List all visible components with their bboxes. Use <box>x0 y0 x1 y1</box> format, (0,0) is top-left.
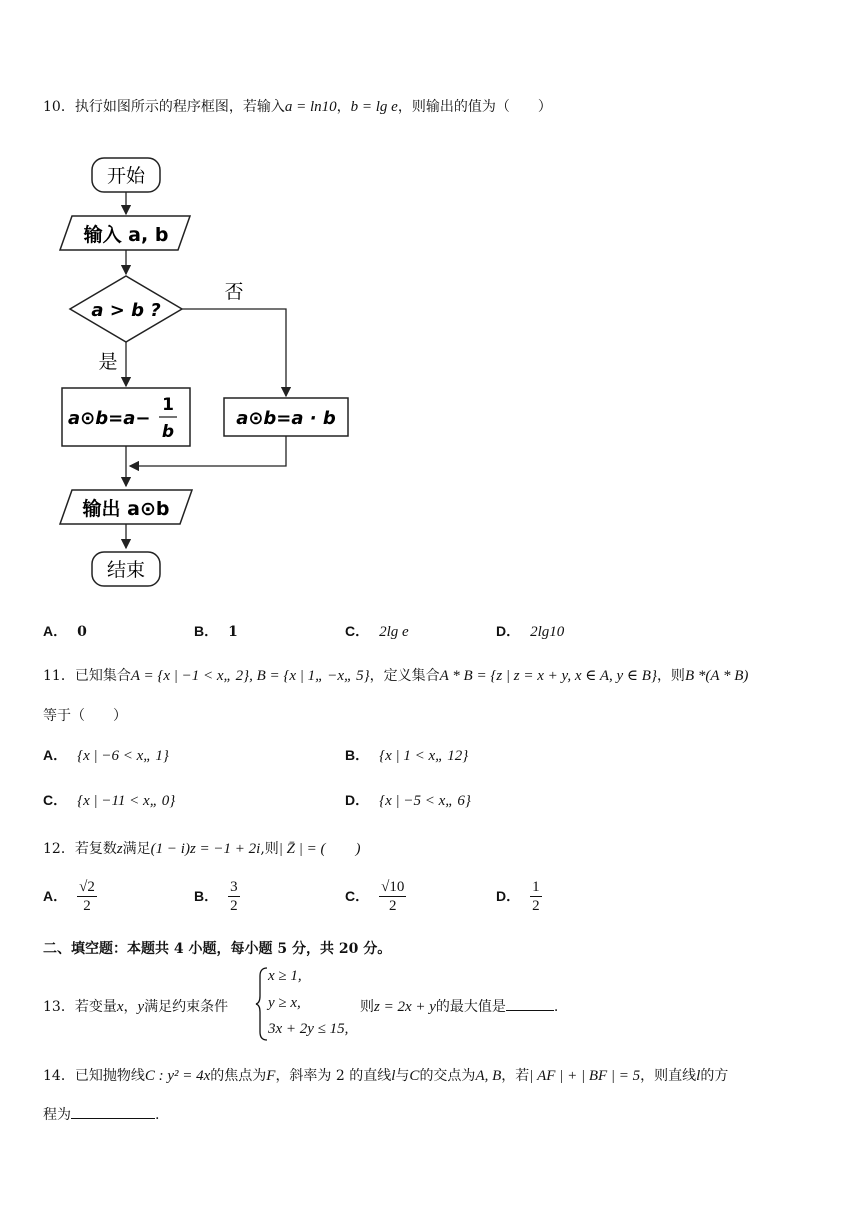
section-heading: 二、填空题：本题共 4 小题，每小题 5 分，共 20 分。 <box>43 941 392 957</box>
option-key: B． <box>194 887 219 904</box>
q12-stem <box>43 837 360 858</box>
q10-stem-text: 10．执行如图所示的程序框图，若输入 <box>43 99 285 115</box>
q11-definition: A * B = {z | z = x + y, x ∈ A, y ∈ B} <box>439 668 657 684</box>
q10-stem <box>43 96 552 116</box>
option-key: A． <box>43 747 68 763</box>
q10-b-equation: b = lg e <box>350 99 398 115</box>
q12-option-c[interactable] <box>345 878 406 915</box>
flow-output-label: 输出 a⊙b <box>82 498 170 520</box>
q14-l2: l <box>696 1068 701 1084</box>
flow-end-label: 结束 <box>106 559 146 581</box>
option-key: D． <box>496 887 521 904</box>
option-key: D． <box>496 623 521 639</box>
q12-option-a[interactable] <box>43 878 97 915</box>
q13-tail: 的最大值是 <box>435 999 506 1015</box>
q12-equation: (1 − i)z = −1 + 2i <box>150 841 261 857</box>
q10-option-c[interactable] <box>345 621 409 641</box>
q13-end: . <box>553 999 559 1015</box>
q11-stem <box>43 665 748 685</box>
q13-mid: 满足约束条件 <box>144 999 229 1015</box>
q11-option-b[interactable] <box>345 745 468 765</box>
fraction-numerator: √10 <box>381 879 405 895</box>
option-value: {x | −5 < x„ 6} <box>379 793 471 809</box>
q13-y: y <box>137 999 145 1015</box>
option-key: A． <box>43 887 68 904</box>
q13-comma: ， <box>123 999 138 1015</box>
q13-objective: z = 2x + y <box>374 999 436 1015</box>
option-key: C． <box>345 623 370 639</box>
q14-AB: A, B <box>475 1068 502 1084</box>
fraction <box>228 878 240 915</box>
q14-answer-blank[interactable] <box>71 1104 155 1119</box>
q13-brace <box>255 966 269 1042</box>
option-key: B． <box>194 623 219 639</box>
q10-a-equation: a = ln10 <box>284 99 337 115</box>
q14-F: F <box>266 1068 276 1084</box>
option-key: D． <box>345 792 370 808</box>
option-key: B． <box>345 747 370 763</box>
q11-sets: A = {x | −1 < x„ 2}, B = {x | 1„ −x„ 5} <box>130 668 370 684</box>
q14-stem <box>43 1065 728 1085</box>
q12-option-d[interactable] <box>496 878 542 915</box>
q12-option-b[interactable] <box>194 878 240 915</box>
fraction <box>77 878 97 915</box>
option-value: 2lg e <box>379 624 409 640</box>
option-value: 0 <box>77 624 87 640</box>
q10-sep: ， <box>336 99 351 115</box>
q10-tail: ，则输出的值为（ ） <box>397 99 552 115</box>
q12-z: z <box>116 841 123 857</box>
q14-p1: 的焦点为 <box>210 1068 267 1084</box>
option-key: C． <box>345 887 370 904</box>
q13-then: 则 <box>360 999 374 1015</box>
q14-condition: | AF | + | BF | = 5 <box>529 1068 641 1084</box>
q11-option-c[interactable] <box>43 790 175 810</box>
flow-yes-box-left: a⊙b=a− <box>68 408 151 429</box>
q11-mid: ，定义集合 <box>369 668 440 684</box>
option-value: {x | 1 < x„ 12} <box>379 748 469 764</box>
flow-condition-label: a > b ? <box>91 300 161 321</box>
q12-ask: ,则 <box>260 841 279 857</box>
fraction-numerator: √2 <box>79 879 95 895</box>
flow-no-label: 否 <box>224 281 244 303</box>
q10-option-b[interactable] <box>194 621 238 641</box>
option-value: 1 <box>228 624 238 640</box>
q13-constraint-2: y ≥ x, <box>268 995 301 1011</box>
q11-stem-text: 11．已知集合 <box>43 668 131 684</box>
flow-input-label: 输入 a, b <box>83 224 169 246</box>
fraction-denominator: 2 <box>83 898 91 914</box>
q10-option-a[interactable] <box>43 621 87 641</box>
fraction <box>530 878 542 915</box>
q14-line2-text: 程为 <box>43 1107 71 1123</box>
option-key: A． <box>43 623 68 639</box>
q14-p5: ，若 <box>501 1068 530 1084</box>
q10-option-d[interactable] <box>496 621 564 641</box>
option-value: {x | −11 < x„ 0} <box>77 793 176 809</box>
q13-constraint-3: 3x + 2y ≤ 15, <box>268 1021 349 1037</box>
q13-stem <box>43 996 228 1016</box>
q11-line2: 等于（ ） <box>43 708 127 724</box>
flow-no-box-label: a⊙b=a · b <box>236 408 336 429</box>
q12-stem-text: 12．若复数 <box>43 841 117 857</box>
option-value: 2lg10 <box>530 624 565 640</box>
q14-line2 <box>43 1104 159 1124</box>
fraction <box>379 878 406 915</box>
q14-end: . <box>155 1107 160 1123</box>
fraction-denominator: 2 <box>388 898 397 914</box>
flow-yes-label: 是 <box>98 351 118 373</box>
flow-start-label: 开始 <box>106 165 146 187</box>
option-key: C． <box>43 792 68 808</box>
fraction-denominator: 2 <box>230 898 238 914</box>
fraction-numerator: 3 <box>230 879 238 895</box>
flow-yes-box-num: 1 <box>162 395 174 415</box>
q13-stem-text: 13．若变量 <box>43 999 117 1015</box>
q10-flowchart <box>50 148 370 598</box>
q14-parabola: C : y² = 4x <box>144 1068 211 1084</box>
q14-l: l <box>391 1068 396 1084</box>
fraction-numerator: 1 <box>532 879 540 895</box>
fraction-denominator: 2 <box>532 898 540 914</box>
q13-answer-blank[interactable] <box>506 996 554 1011</box>
q13-ask <box>360 996 558 1016</box>
q11-then: ，则 <box>656 668 685 684</box>
q14-p4: 的交点为 <box>419 1068 476 1084</box>
q14-p7: 的方 <box>700 1068 729 1084</box>
option-value: {x | −6 < x„ 1} <box>77 748 169 764</box>
q13-x: x <box>116 999 124 1015</box>
q11-option-a[interactable] <box>43 745 169 765</box>
q12-abs: | Z̄ | = ( ) <box>278 841 361 857</box>
q14-p3: 与 <box>395 1068 410 1084</box>
flow-yes-box-den: b <box>161 422 175 442</box>
q12-mid: 满足 <box>122 841 151 857</box>
q14-stem-text: 14．已知抛物线 <box>43 1068 145 1084</box>
q11-expression: B *(A * B) <box>684 668 749 684</box>
q11-option-d[interactable] <box>345 790 471 810</box>
q14-p6: ，则直线 <box>640 1068 697 1084</box>
q14-p2: ，斜率为 2 的直线 <box>275 1068 392 1084</box>
q14-C: C <box>409 1068 420 1084</box>
q13-constraint-1: x ≥ 1, <box>268 968 302 984</box>
